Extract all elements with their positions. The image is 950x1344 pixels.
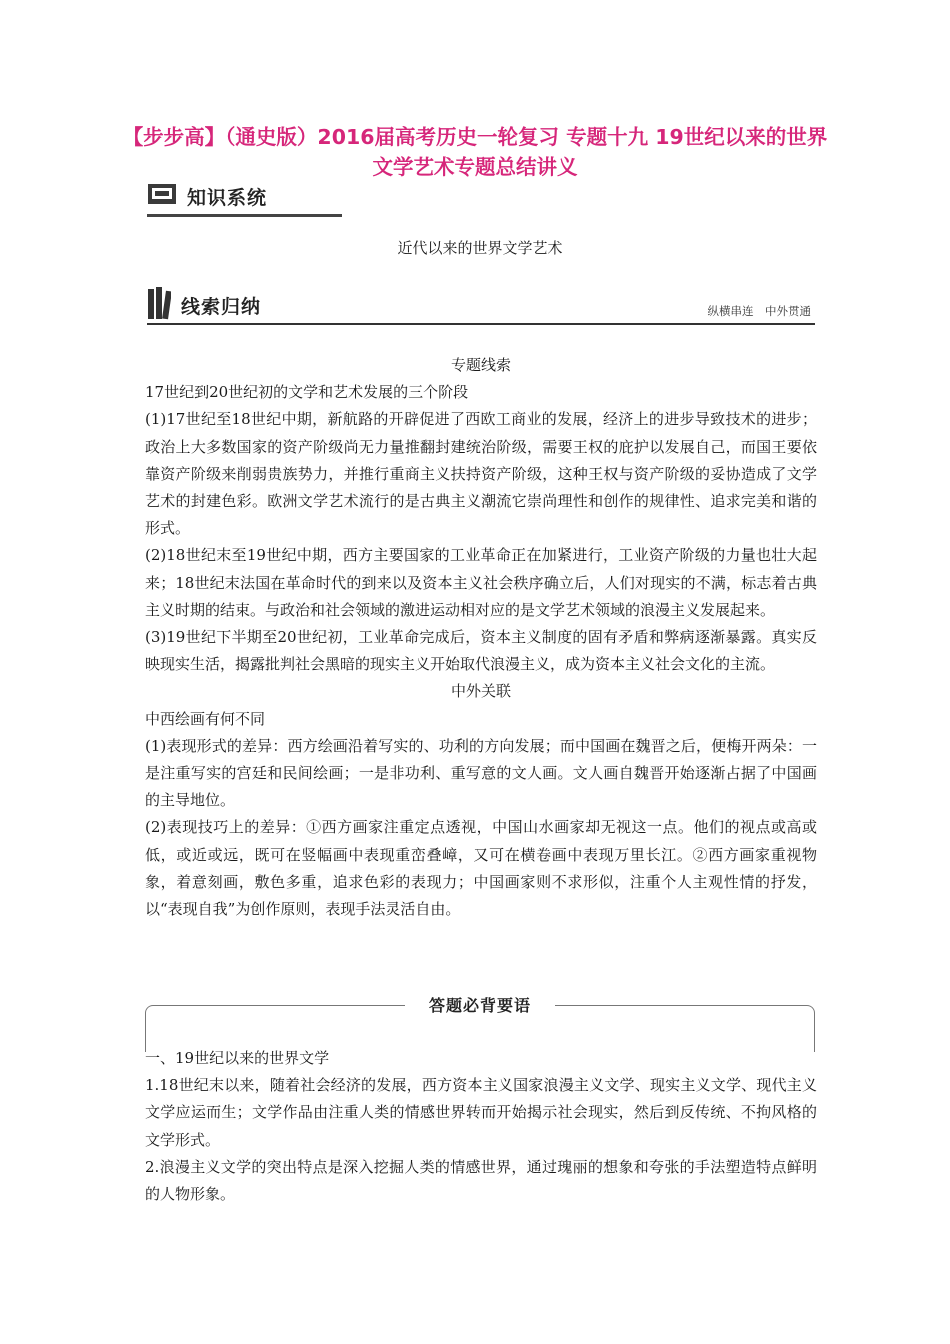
knowledge-system-label: 知识系统 — [187, 186, 268, 209]
relation-paragraph: (1)表现形式的差异：西方绘画沿着写实的、功利的方向发展；而中国画在魏晋之后，便梅开两朵：一是注重写实的宫廷和民间绘画；一是非功利、重写意的文人画。文人画自魏晋开始逐渐占据了中国画的主导地位。 — [145, 736, 817, 810]
subject-title: 近代以来的世界文学艺术 — [397, 239, 563, 257]
page-title: 【步步高】（通史版）2016届高考历史一轮复习 专题十九 19世纪以来的世界文学艺术专题总结讲义 — [122, 125, 828, 179]
answer-box-title: 答题必背要语 — [405, 995, 555, 1017]
book-box-icon — [147, 182, 177, 210]
clue-section-header — [147, 287, 815, 325]
books-icon — [147, 286, 171, 324]
clue-paragraph: (3)19世纪下半期至20世纪初，工业革命完成后，资本主义制度的固有矛盾和弊病逐渐暴露。真实反映现实生活，揭露批判社会黑暗的现实主义开始取代浪漫主义，成为资本主义社会文化的主流。 — [145, 628, 817, 674]
clue-paragraph: (2)18世纪末至19世纪中期，西方主要国家的工业革命正在加紧进行，工业资产阶级的力量也壮大起来；18世纪末法国在革命时代的到来以及资本主义社会秩序确立后，人们对现实的不满，标志着古典主义时期的结束。与政治和社会领域的激进运动相对应的是文学艺术领域的浪漫主义发展起来。 — [145, 546, 817, 619]
clue-heading: 专题线索 — [450, 356, 511, 374]
relation-paragraph: (2)表现技巧上的差异：①西方画家注重定点透视，中国山水画家却无视这一点。他们的视点或高或低，或近或远，既可在竖幅画中表现重峦叠嶂，又可在横卷画中表现万里长江。②西方画家重视物象，着意刻画，敷色多重，追求色彩的表现力；中国画家则不求形似，注重个人主观性情的抒发，以“表现自我”为创作原则，表现手法灵活自由。 — [145, 818, 817, 919]
clue-paragraph: (1)17世纪至18世纪中期，新航路的开辟促进了西欧工商业的发展，经济上的进步导致技术的进步；政治上大多数国家的资产阶级尚无力量推翻封建统治阶级，需要王权的庇护以发展自己，而国王要依靠资产阶级来削弱贵族势力，并推行重商主义扶持资产阶级，这种王权与资产阶级的妥协造成了文学艺术的封建色彩。欧洲文学艺术流行的是古典主义潮流它崇尚理性和创作的规律性、追求完美和谐的形式。 — [145, 410, 817, 538]
clue-intro: 17世纪到20世纪初的文学和艺术发展的三个阶段 — [145, 383, 469, 402]
clue-content — [145, 352, 817, 923]
answers-content — [145, 1045, 817, 1208]
relation-heading: 中外关联 — [450, 682, 511, 701]
knowledge-system-header — [147, 178, 342, 217]
answer-box — [145, 995, 815, 1041]
answer-item: 1.18世纪末以来，随着社会经济的发展，西方资本主义国家浪漫主义文学、现实主义文学、现代主义文学应运而生；文学作品由注重人类的情感世界转而开始揭示社会现实，然后到反传统、不拘风格的文学形式。 — [145, 1076, 817, 1149]
clue-section-label: 线索归纳 — [181, 295, 262, 318]
relation-intro: 中西绘画有何不同 — [145, 709, 266, 728]
answers-heading: 一、19世纪以来的世界文学 — [145, 1049, 330, 1067]
answer-item: 2.浪漫主义文学的突出特点是深入挖掘人类的情感世界，通过瑰丽的想象和夸张的手法塑造特点鲜明的人物形象。 — [145, 1157, 817, 1204]
clue-section-subtitle: 纵横串连 中外贯通 — [707, 304, 811, 318]
